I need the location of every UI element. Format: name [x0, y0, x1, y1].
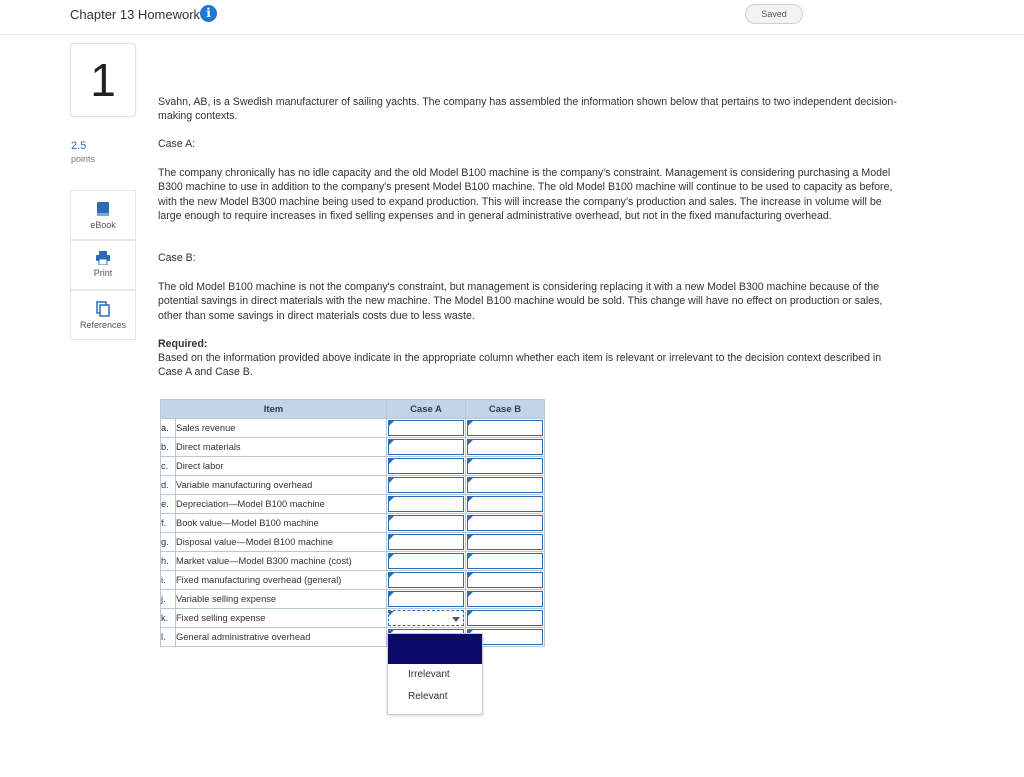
case-b-cell	[466, 438, 545, 457]
case-b-cell	[466, 552, 545, 571]
table-row	[161, 590, 545, 609]
case-a-select[interactable]	[388, 572, 464, 588]
row-letter: h.	[161, 552, 176, 571]
row-letter: e.	[161, 495, 176, 514]
case-b-cell	[466, 457, 545, 476]
case-a-select[interactable]	[388, 458, 464, 474]
case-b-cell	[466, 419, 545, 438]
case-a-select[interactable]	[388, 534, 464, 550]
row-item-label: Fixed manufacturing overhead (general)	[176, 571, 387, 590]
print-button[interactable]	[70, 240, 136, 290]
points-label: points	[71, 154, 96, 164]
case-a-select[interactable]	[388, 553, 464, 569]
print-label: Print	[93, 268, 113, 278]
row-letter: k.	[161, 609, 176, 628]
case-b-select[interactable]	[467, 420, 543, 436]
case-a-cell	[387, 609, 466, 628]
row-item-label: Disposal value—Model B100 machine	[176, 533, 387, 552]
case-b-select[interactable]	[467, 534, 543, 550]
table-row	[161, 457, 545, 476]
table-row	[161, 609, 545, 628]
print-icon	[95, 251, 111, 265]
table-row	[161, 571, 545, 590]
case-a-cell	[387, 419, 466, 438]
references-icon	[96, 301, 110, 317]
case-a-select[interactable]	[388, 477, 464, 493]
row-item-label: Direct materials	[176, 438, 387, 457]
references-label: References	[79, 320, 127, 330]
row-item-label: Market value—Model B300 machine (cost)	[176, 552, 387, 571]
ebook-button[interactable]	[70, 190, 136, 240]
top-bar	[0, 0, 1024, 35]
chevron-down-icon[interactable]	[452, 617, 460, 622]
dropdown-option-irrelevant[interactable]: Irrelevant	[408, 669, 450, 680]
case-a-heading: Case A:	[158, 138, 196, 150]
row-item-label: Fixed selling expense	[176, 609, 387, 628]
case-a-select[interactable]	[388, 591, 464, 607]
case-b-select[interactable]	[467, 458, 543, 474]
table-row	[161, 495, 545, 514]
case-b-select[interactable]	[467, 496, 543, 512]
case-a-cell	[387, 533, 466, 552]
table-row	[161, 628, 545, 647]
case-b-cell	[466, 533, 545, 552]
row-item-label: Direct labor	[176, 457, 387, 476]
case-a-cell	[387, 476, 466, 495]
references-button[interactable]	[70, 290, 136, 340]
case-a-column-header: Case A	[387, 400, 466, 419]
row-item-label: Depreciation—Model B100 machine	[176, 495, 387, 514]
row-letter: g.	[161, 533, 176, 552]
case-a-select[interactable]	[388, 515, 464, 531]
row-item-label: Sales revenue	[176, 419, 387, 438]
case-b-select[interactable]	[467, 515, 543, 531]
assignment-title: Chapter 13 Homework	[70, 7, 201, 22]
dropdown-highlight-option[interactable]	[388, 634, 482, 664]
required-title: Required:	[158, 338, 208, 350]
case-a-cell	[387, 438, 466, 457]
case-b-select[interactable]	[467, 610, 543, 626]
row-item-label: General administrative overhead	[176, 628, 387, 647]
case-b-select[interactable]	[467, 572, 543, 588]
table-row	[161, 552, 545, 571]
ebook-label: eBook	[90, 220, 116, 230]
case-b-select[interactable]	[467, 591, 543, 607]
case-b-cell	[466, 514, 545, 533]
case-b-select[interactable]	[467, 439, 543, 455]
info-icon[interactable]: i	[200, 5, 217, 22]
answer-table	[160, 399, 545, 647]
case-b-cell	[466, 476, 545, 495]
case-a-cell	[387, 495, 466, 514]
table-row	[161, 438, 545, 457]
row-letter: b.	[161, 438, 176, 457]
case-a-select[interactable]	[388, 420, 464, 436]
case-a-select[interactable]	[388, 610, 464, 626]
case-a-cell	[387, 590, 466, 609]
row-letter: a.	[161, 419, 176, 438]
case-a-select[interactable]	[388, 496, 464, 512]
row-letter: i.	[161, 571, 176, 590]
row-letter: j.	[161, 590, 176, 609]
table-row	[161, 419, 545, 438]
row-letter: d.	[161, 476, 176, 495]
required-text: Based on the information provided above indicate in the appropriate column whether each item is relevant or irrelevant to the decision context described in Case A and Case B.	[158, 352, 882, 379]
intro-text: Svahn, AB, is a Swedish manufacturer of sailing yachts. The company has assembled the information shown below that pertains to two independent decision-making contexts.	[158, 96, 897, 123]
select-options-dropdown	[387, 633, 483, 715]
row-item-label: Book value—Model B100 machine	[176, 514, 387, 533]
case-a-cell	[387, 552, 466, 571]
row-item-label: Variable manufacturing overhead	[176, 476, 387, 495]
item-column-header: Item	[161, 400, 387, 419]
row-letter: l.	[161, 628, 176, 647]
case-a-cell	[387, 457, 466, 476]
row-item-label: Variable selling expense	[176, 590, 387, 609]
table-row	[161, 476, 545, 495]
case-a-select[interactable]	[388, 439, 464, 455]
case-a-text: The company chronically has no idle capacity and the old Model B100 machine is the company's constraint. Management is considering purchasing a Model B300 machine to use in addition to the company's present Model B100 machine. The old Model B100 machine will continue to be used to capacity as before, with the new Model B300 machine being used to expand production. This will increase the company's production and sales. The increase in volume will be large enough to require increases in fixed selling expenses and in general administrative overhead, but not in the fixed manufacturing overhead.	[158, 167, 893, 222]
case-b-select[interactable]	[467, 477, 543, 493]
case-a-cell	[387, 571, 466, 590]
book-icon	[96, 201, 110, 217]
case-b-select[interactable]	[467, 553, 543, 569]
case-b-cell	[466, 609, 545, 628]
dropdown-option-relevant[interactable]: Relevant	[408, 691, 448, 702]
case-a-cell	[387, 514, 466, 533]
case-b-text: The old Model B100 machine is not the company's constraint, but management is considering replacing it with a new Model B300 machine because of the potential savings in direct materials with the new machine. The Model B100 machine would be sold. This change will have no effect on production or sales, other than some savings in direct materials costs due to less waste.	[158, 281, 883, 322]
points-value: 2.5	[71, 140, 87, 152]
case-b-column-header: Case B	[466, 400, 545, 419]
row-letter: f.	[161, 514, 176, 533]
table-row	[161, 514, 545, 533]
question-number: 1	[70, 43, 136, 117]
row-letter: c.	[161, 457, 176, 476]
saved-status-badge: Saved	[745, 4, 803, 24]
case-b-cell	[466, 590, 545, 609]
case-b-cell	[466, 495, 545, 514]
case-b-cell	[466, 571, 545, 590]
table-row	[161, 533, 545, 552]
case-b-heading: Case B:	[158, 252, 196, 264]
